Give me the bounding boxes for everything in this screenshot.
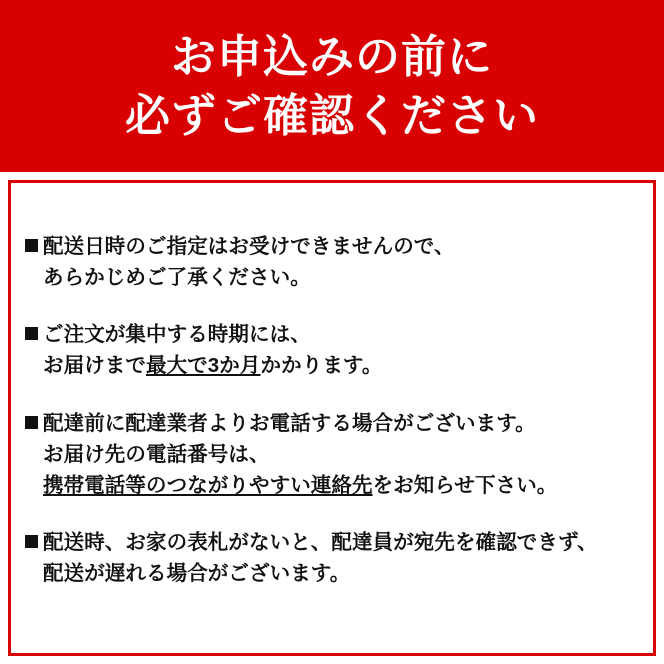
plain-text: あらかじめご了承ください。 <box>43 266 311 290</box>
notice-item-text <box>43 231 643 293</box>
notice-item <box>25 319 643 381</box>
plain-text: 配達前に配達業者よりお電話する場合がございます。 <box>43 411 536 435</box>
notice-line <box>43 439 643 470</box>
plain-text: 配送日時のご指定はお受けできませんので、 <box>43 235 455 258</box>
notice-list <box>25 231 643 589</box>
plain-text: お届けまで <box>43 354 146 378</box>
plain-text: かかります。 <box>260 354 383 378</box>
notice-item <box>25 527 643 589</box>
plain-text: お届け先の電話番号は、 <box>43 442 270 466</box>
plain-text: 配送が遅れる場合がございます。 <box>43 562 351 586</box>
notice-line <box>43 231 643 262</box>
notice-body-frame <box>8 180 656 656</box>
header-title-line-2: 必ずご確認ください <box>124 90 539 141</box>
emphasized-text: 携帯電話等のつながりやすい連絡先 <box>43 473 373 497</box>
emphasized-text: 最大で3か月 <box>146 354 261 378</box>
poster-header <box>0 0 664 172</box>
notice-item <box>25 408 643 501</box>
notice-item-text <box>43 319 643 381</box>
notice-item-text <box>43 408 643 501</box>
plain-text: 配送時、お家の表札がないと、配達員が宛先を確認できず、 <box>43 531 598 555</box>
notice-line <box>43 527 643 558</box>
notice-line <box>43 470 643 501</box>
square-bullet-icon <box>25 327 38 340</box>
notice-line <box>43 558 643 589</box>
notice-line <box>43 408 643 439</box>
notice-item <box>25 231 643 293</box>
notice-item-text <box>43 527 643 589</box>
header-title-line-1: お申込みの前に <box>170 30 493 82</box>
square-bullet-icon <box>25 239 38 252</box>
square-bullet-icon <box>25 535 38 548</box>
plain-text: をお知らせ下さい。 <box>372 473 558 497</box>
notice-line <box>43 350 643 381</box>
notice-line <box>43 319 643 350</box>
notice-line <box>43 262 643 293</box>
square-bullet-icon <box>25 416 38 429</box>
plain-text: ご注文が集中する時期には、 <box>43 323 311 347</box>
